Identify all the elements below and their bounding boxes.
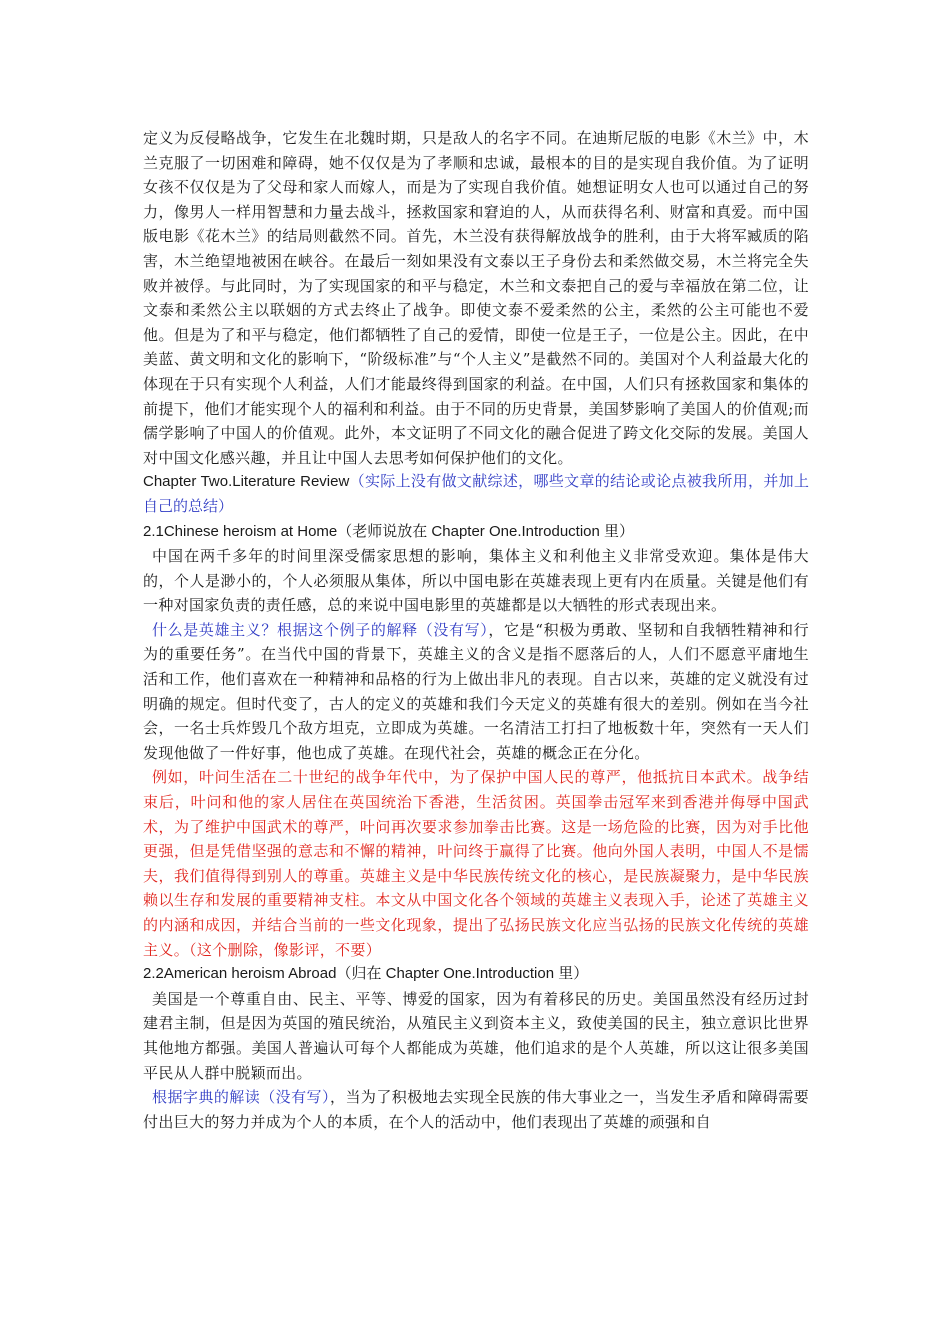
section-2-1-note: （老师说放在 Chapter One.Introduction 里）	[337, 522, 635, 540]
section-2-2-title: 2.2American heroism Abroad	[143, 965, 337, 983]
dictionary-definition-text: ，当为了积极地去实现全民族的伟大事业之一，当发生矛盾和障碍需要付出巨大的努力并成为个人的本质，在个人的活动中，他们表现出了英雄的顽强和自	[143, 1088, 810, 1131]
paragraph-american-heroism: 美国是一个尊重自由、民主、平等、博爱的国家，因为有着移民的历史。美国虽然没有经历过封建君主制，但是因为英国的殖民统治，从殖民主义到资本主义，致使美国的民主，独立意识比世界其他地方都强。美国人普遍认可每个人都能成为英雄，他们追求的是个人英雄，所以这让很多美国平民从人群中脱颖而出。	[143, 989, 809, 1082]
chapter-two-heading	[143, 470, 809, 519]
section-2-2-heading	[143, 962, 809, 987]
paragraph-heroism-definition	[143, 618, 809, 766]
section-2-1-heading	[143, 520, 809, 545]
section-2-2-note: （归在 Chapter One.Introduction 里）	[336, 965, 589, 983]
section-2-1-title: 2.1Chinese heroism at Home	[143, 522, 338, 540]
chapter-two-title: Chapter Two.Literature Review	[143, 473, 350, 491]
chapter-two-note: （实际上没有做文献综述，哪些文章的结论或论点被我所用，并加上自己的总结）	[143, 473, 809, 515]
document-body	[143, 126, 809, 1134]
paragraph-ipman-example: 例如，叶问生活在二十世纪的战争年代中，为了保护中国人民的尊严，他抵抗日本武术。战争结束后，叶问和他的家人居住在英国统治下香港，生活贫困。英国拳击冠军来到香港并侮辱中国武术，为了维护中国武术的尊严，叶问再次要求参加拳击比赛。这是一场危险的比赛，因为对手比他更强，但是凭借坚强的意志和不懈的精神，叶问终于赢得了比赛。他向外国人表明，中国人不是懦夫，我们值得得到别人的尊重。英雄主义是中华民族传统文化的核心，是民族凝聚力，是中华民族赖以生存和发展的重要精神支柱。本文从中国文化各个领域的英雄主义表现入手，论述了英雄主义的内涵和成因，并结合当前的一些文化现象，提出了弘扬民族文化应当弘扬的民族文化传统的英雄主义。（这个删除，像影评，不要）	[143, 768, 809, 959]
heroism-definition-text: ，它是“积极为勇敢、坚韧和自我牺牲精神和行为的重要任务”。在当代中国的背景下，英雄主义的含义是指不愿落后的人，人们不愿意平庸地生活和工作，他们喜欢在一种精神和品格的行为上做出非凡的表现。自古以来，英雄的定义就没有过明确的规定。但时代变了，古人的定义的英雄和我们今天定义的英雄有很大的差别。例如在当今社会，一名士兵炸毁几个敌方坦克，立即成为英雄。一名清洁工打扫了地板数十年，突然有一天人们发现他做了一件好事，他也成了英雄。在现代社会，英雄的概念正在分化。	[143, 620, 809, 762]
paragraph-dictionary-definition	[143, 1085, 809, 1134]
paragraph-mulan-comparison: 定义为反侵略战争，它发生在北魏时期，只是敌人的名字不同。在迪斯尼版的电影《木兰》中，木兰克服了一切困难和障碍，她不仅仅是为了孝顺和忠诚，最根本的目的是实现自我价值。为了证明女孩不仅仅是为了父母和家人而嫁人，而是为了实现自我价值。她想证明女人也可以通过自己的努力，像男人一样用智慧和力量去战斗，拯救国家和窘迫的人，从而获得名利、财富和真爱。而中国版电影《花木兰》的结局则截然不同。首先，木兰没有获得解放战争的胜利，由于大将军臧质的陷害，木兰绝望地被困在峡谷。在最后一刻如果没有文泰以王子身份去和柔然做交易，木兰将完全失败并被俘。与此同时，为了实现国家的和平与稳定，木兰和文泰把自己的爱与幸福放在第二位，让文泰和柔然公主以联姻的方式去终止了战争。即使文泰不爱柔然的公主，柔然的公主可能也不爱他。但是为了和平与稳定，他们都牺牲了自己的爱情，即使一位是王子，一位是公主。因此，在中美蓝、黄文明和文化的影响下，“阶级标准”与“个人主义”是截然不同的。美国对个人利益最大化的体现在于只有实现个人利益，人们才能最终得到国家的利益。在中国，人们只有拯救国家和集体的前提下，他们才能实现个人的福利和利益。由于不同的历史背景，美国梦影响了美国人的价值观;而儒学影响了中国人的价值观。此外，本文证明了不同文化的融合促进了跨文化交际的发展。美国人对中国文化感兴趣，并且让中国人去思考如何保护他们的文化。	[143, 129, 809, 467]
comment-dictionary-source: 根据字典的解读（没有写）	[152, 1088, 330, 1107]
comment-definition-source: 什么是英雄主义？根据这个例子的解释（没有写）	[152, 620, 489, 639]
paragraph-chinese-heroism: 中国在两千多年的时间里深受儒家思想的影响，集体主义和利他主义非常受欢迎。集体是伟大的，个人是渺小的，个人必须服从集体，所以中国电影在英雄表现上更有内在质量。关键是他们有一种对国家负责的责任感，总的来说中国电影里的英雄都是以大牺牲的形式表现出来。	[143, 547, 809, 615]
